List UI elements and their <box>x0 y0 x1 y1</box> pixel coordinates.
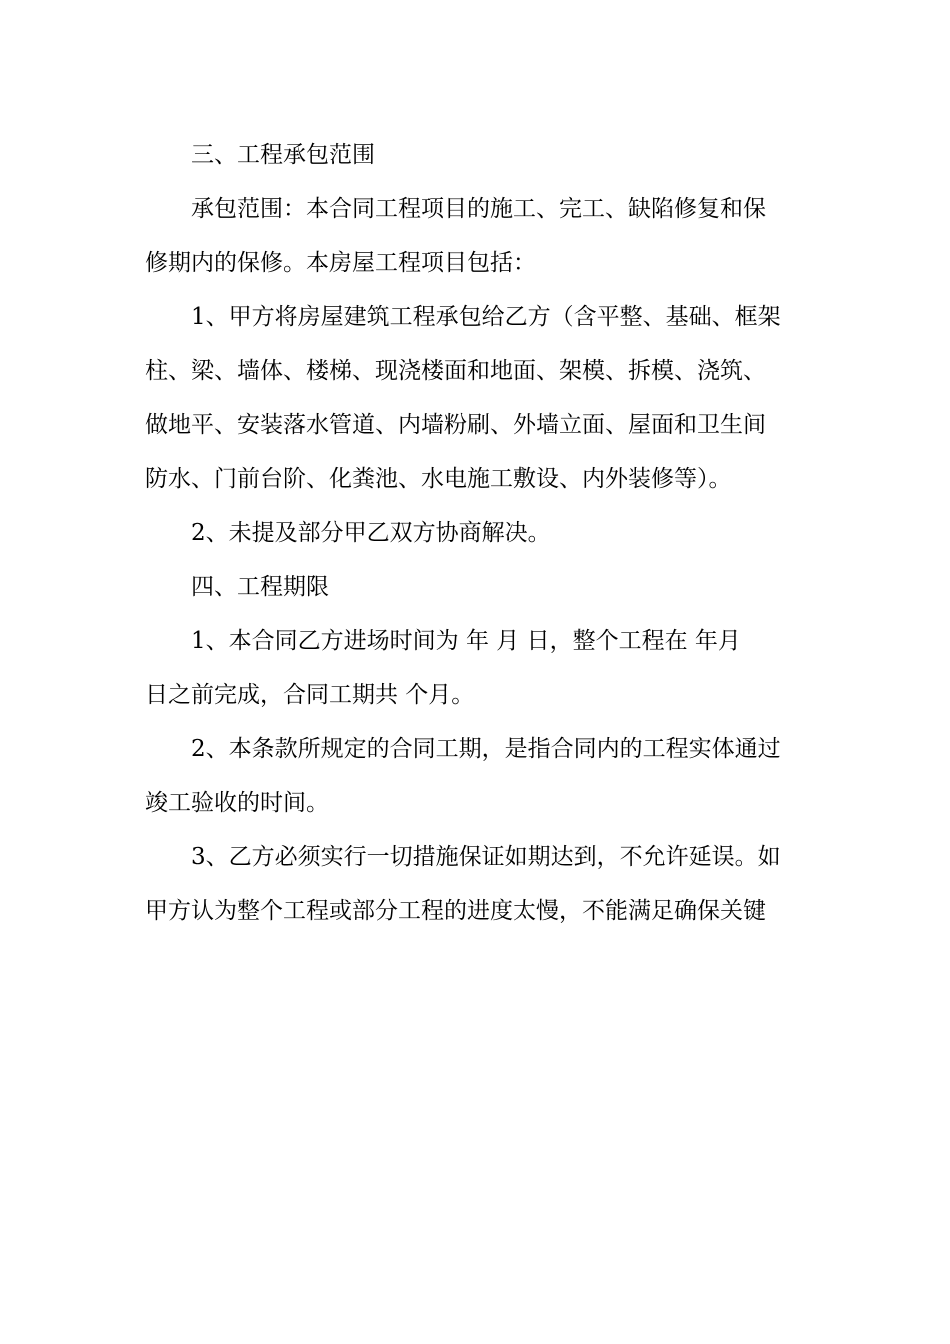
paragraph-line: 承包范围：本合同工程项目的施工、完工、缺陷修复和保 <box>191 196 766 222</box>
paragraph-line: 甲方认为整个工程或部分工程的进度太慢，不能满足确保关键 <box>145 898 766 924</box>
paragraph-line: 竣工验收的时间。 <box>145 790 329 816</box>
section-heading-scope: 三、工程承包范围 <box>191 142 375 168</box>
paragraph-line: 2、未提及部分甲乙双方协商解决。 <box>191 520 551 546</box>
paragraph-line: 做地平、安装落水管道、内墙粉刷、外墙立面、屋面和卫生间 <box>145 412 766 438</box>
paragraph-line: 防水、门前台阶、化粪池、水电施工敷设、内外装修等）。 <box>145 466 732 492</box>
paragraph-line: 2、本条款所规定的合同工期，是指合同内的工程实体通过 <box>191 736 781 762</box>
paragraph-line: 1、甲方将房屋建筑工程承包给乙方（含平整、基础、框架 <box>191 304 781 330</box>
paragraph-line: 1、本合同乙方进场时间为 年 月 日，整个工程在 年月 <box>191 628 741 654</box>
paragraph-line: 柱、梁、墙体、楼梯、现浇楼面和地面、架模、拆模、浇筑、 <box>145 358 766 384</box>
paragraph-line: 日之前完成，合同工期共 个月。 <box>145 682 475 708</box>
paragraph-line: 修期内的保修。本房屋工程项目包括： <box>145 250 536 276</box>
section-heading-period: 四、工程期限 <box>191 574 329 600</box>
document-body <box>145 128 810 938</box>
paragraph-line: 3、乙方必须实行一切措施保证如期达到，不允许延误。如 <box>191 844 781 870</box>
